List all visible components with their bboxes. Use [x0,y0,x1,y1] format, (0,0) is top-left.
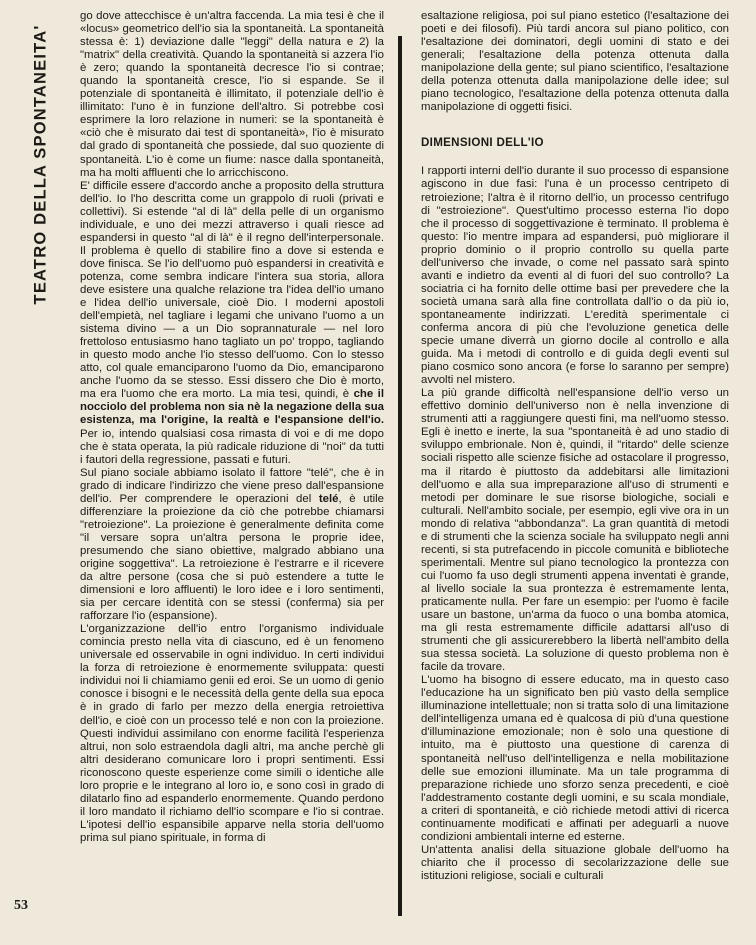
paragraph [80,180,384,467]
paragraph-text: E' difficile essere d'accordo anche a proposito della struttura dell'io. Io l'ho descritta come un grappolo di ruoli (privati e collettivi). Si estende "al di là" della pelle di un organismo individuale, e uno dei mezzi attraverso i quali riesce ad espandersi in questo "al di là" è il regno dell'interpersonale. Il problema è quello di stabilire fino a dove si estenda e dove finisca. Se l'io dell'uomo può espandersi in creatività e potenza, come sembra indicare l'intera sua storia, allora deve esistere una qualche relazione tra l'idea dell'io umano e l'idea dell'io universale, cioè Dio. I moderni apostoli dell'empietà, nel tagliare i legami che univano l'uomo a un sistema divino — a un Dio soprannaturale — nel loro frettoloso entusiasmo hano tagliato un po' troppo, tagliando in questo modo anche l'io stesso dell'uomo. Con lo stesso atto, col quale emanciparono l'uomo da Dio, emanciparono anche l'uomo da se stesso. Essi dissero che Dio è morto, ma era l'uomo che era morto. La mia tesi, quindi, è [80,179,384,401]
paragraph: L'organizzazione dell'io entro l'organismo individuale comincia presto nella vita di ciascuno, ed è un fenomeno universale ed osservabile in ogni individuo. In certi individui la forza di retroiezione è enormemente sviluppata: questi individui noi li chiamiamo genii ed eroi. Se un uomo di genio conosce i bisogni e le necessità della gente della sua epoca è in grado di farlo per mezzo della energia retroiettiva dell'io, e cioè con un processo telé e non con la proiezione. Questi individui assimilano con enorme facilità l'esperienza altrui, non solo estraendola dagli altri, ma anche perchè gli altri desiderano comunicare loro i propri sentimenti. Essi riconoscono queste esperienze come simili o identiche alle loro proprie e le integrano al loro io, e sono così in grado di dilatarlo fino ad espanderlo enormemente. Quando perdono il loro mandato il richiamo dell'io scompare e l'io si contrae. L'ipotesi dell'io espansibile apparve nella storia dell'uomo prima sul piano spirituale, in forma di [80,623,384,844]
paragraph: I rapporti interni dell'io durante il suo processo di espansione agiscono in due fasi: l'una è un processo centripeto di retroiezione; l'altra è il ritorno dell'io, un processo centrifugo di "estroiezione". Quest'ultimo processo esterna l'io dopo che il processo di soggettivazione è terminato. Il problema è questo: l'io mentre impara ad espandersi, può migliorare il proprio dominio o il proprio controllo su quella parte dell'universo che invade, o come nel passato sarà spinto avanti e indietro da eventi al di fuori del suo controllo? La sociatria ci ha fornito delle ottime basi per prevedere che la società umana sarà alla fine controllata dall'io o da più io, spontaneamente indirizzati. L'eredità sperimentale ci conferma ancora di più che l'evoluzione genetica delle specie umane diverrà un giorno docile al controllo e alla guida. Ma i metodi di controllo e di guida degli eventi sul piano cosmico sono ancora (e forse lo saranno per sempre) avvolti nel mistero. [421,165,729,387]
paragraph: go dove attecchisce è un'altra faccenda. La mia tesi è che il «locus» geometrico dell'io sia la spontaneità. La spontaneità stessa è: 1) deviazione dalle "leggi" della natura e 2) la "matrix" della creatività. Quando la spontaneità si azzera l'io è zero; quando la spontaneità decresce l'io si contrae; quando la spontaneità cresce, l'io si espande. Se il potenziale di spontaneità è illimitato, il potenziale dell'io è illimitato: l'uno è in funzione dell'altro. Si potrebbe così esprimere la loro relazione in numeri: se la spontaneità è «ciò che è misurato dai test di spontaneità», l'io è misurato dal grado di spontaneità che possiede, dal suo quoziente di spontaneità. L'io è come un fiume: nasce dalla spontaneità, ma ha molti affluenti che lo arricchiscono. [80,10,384,179]
page-number: 53 [14,898,28,913]
column-divider [398,36,402,916]
running-title [26,14,56,314]
paragraph [80,467,384,624]
emphasis-text: telé [318,492,339,505]
paragraph-text: , è utile differenziare la proiezione da ciò che potrebbe chiamarsi "retroiezione". La proiezione è generalmente definita come "il versare sopra un'altra persona le proprie idee, presumendo che siano obiettive, malgrado abbiano una origine soggettiva". La retroiezione è l'estrarre e il ricevere da altre persone (cosa che si può estendere a tutte le dimensioni e loro affluenti) le loro idee e i loro sentimenti, sia per cercare identità con se stessi (conferma) sia per rafforzare l'io (espansione). [80,492,385,623]
running-title-text: TEATRO DELLA SPONTANEITA' [31,24,50,304]
emphasis-text: che il nocciolo del problema non sia nè la negazione della sua esistenza, ma l'origine, la realtà e l'espansione dell'io. [80,388,384,427]
paragraph-text: Per io, intendo qualsiasi cosa rimasta di voi e di me dopo che è stata operata, la più radicale riduzione di "noi" da tutti i fautori della regressione, passati e futuri. [80,427,384,466]
paragraph: Un'attenta analisi della situazione globale dell'uomo ha chiarito che il processo di secolarizzazione delle sue istituzioni religiose, sociali e culturali [421,843,729,882]
paragraph: esaltazione religiosa, poi sul piano estetico (l'esaltazione dei poeti e dei filosofi). Più tardi ancora sul piano politico, con l'esaltazione dei dominatori, degli uomini di stato e dei generali; l'esaltazione della potenza ottenuta dalla manipolazione della gente; sul piano scientifico, l'esaltazione della potenza ottenuta dalla manipolazione delle idee; sul piano tecnologico, l'esaltazione della potenza ottenuta dalla manipolazione di oggetti fisici. [421,10,729,114]
paragraph: La più grande difficoltà nell'espansione dell'io verso un effettivo dominio dell'universo non è nella invenzione di strumenti atti a raggiungere questi fini, ma nell'uomo stesso. Egli è inetto e inerte, la sua "spontaneità è ad uno stadio di sviluppo embrionale. Non è, quindi, il "ritardo" delle scienze sociali rispetto alle scienze fisiche ad ostacolare il progresso, ma il ritardo è piuttosto da addebitarsi alle limitazioni dell'uomo e alla sua impreparazione all'uso di strumenti e metodi per dominare le sue risorse biologiche, sociali e culturali. Nell'ambito sociale, per esempio, egli vive ora in un mondo di relativa "abbondanza". La gran quantità di metodi e di strumenti che la scienza sociale ha sviluppato negli anni recenti, si sta putrefacendo in piccole comunità e biblioteche sperimentali. Mentre sul piano tecnologico la prontezza con cui l'uomo fa uso degli strumenti appena inventati è grande, al livello sociale la sua prontezza è estremamente lenta, praticamente nulla. Per fare un esempio: per l'uomo è facile usare un bastone, un'arma da fuoco o una bomba atomica, ma gli resta estremamente difficile adattarsi all'uso di strumenti che gli assicurerebbero la libertà nell'ambito della sua stessa società. La soluzione di questo problema non è facile da trovare. [421,387,729,674]
paragraph-text: Sul piano sociale abbiamo isolato il fattore "telé", che è in grado di indicare l'indirizzo che viene preso dall'espansione dell'io. Per comprendere le operazioni del [80,466,384,505]
section-heading: DIMENSIONI DELL'IO [421,136,544,150]
right-column [421,10,729,883]
left-column [80,10,384,845]
paragraph: L'uomo ha bisogno di essere educato, ma in questo caso l'educazione ha un significato ben più vasto della semplice illuminazione intellettuale; non si tratta solo di una limitazione dell'intelligenza umana ed è qualcosa di più d'una questione d'illuminazione emozionale; non è solo una questione di intuito, ma è piuttosto una questione di carenza di spontaneità nell'uso dell'intelligenza e nella mobilitazione delle sue emozioni illuminate. Ma un tale programma di preparazione richiede uno sforzo senza precedenti, e cioè l'addestramento costante degli uomini, e su scala mondiale, a criteri di spontaneità, e ciò richiede metodi attivi di ricerca continuamente modificati e affinati per adeguarli a nuove condizioni ambientali interne ed esterne. [421,674,729,843]
